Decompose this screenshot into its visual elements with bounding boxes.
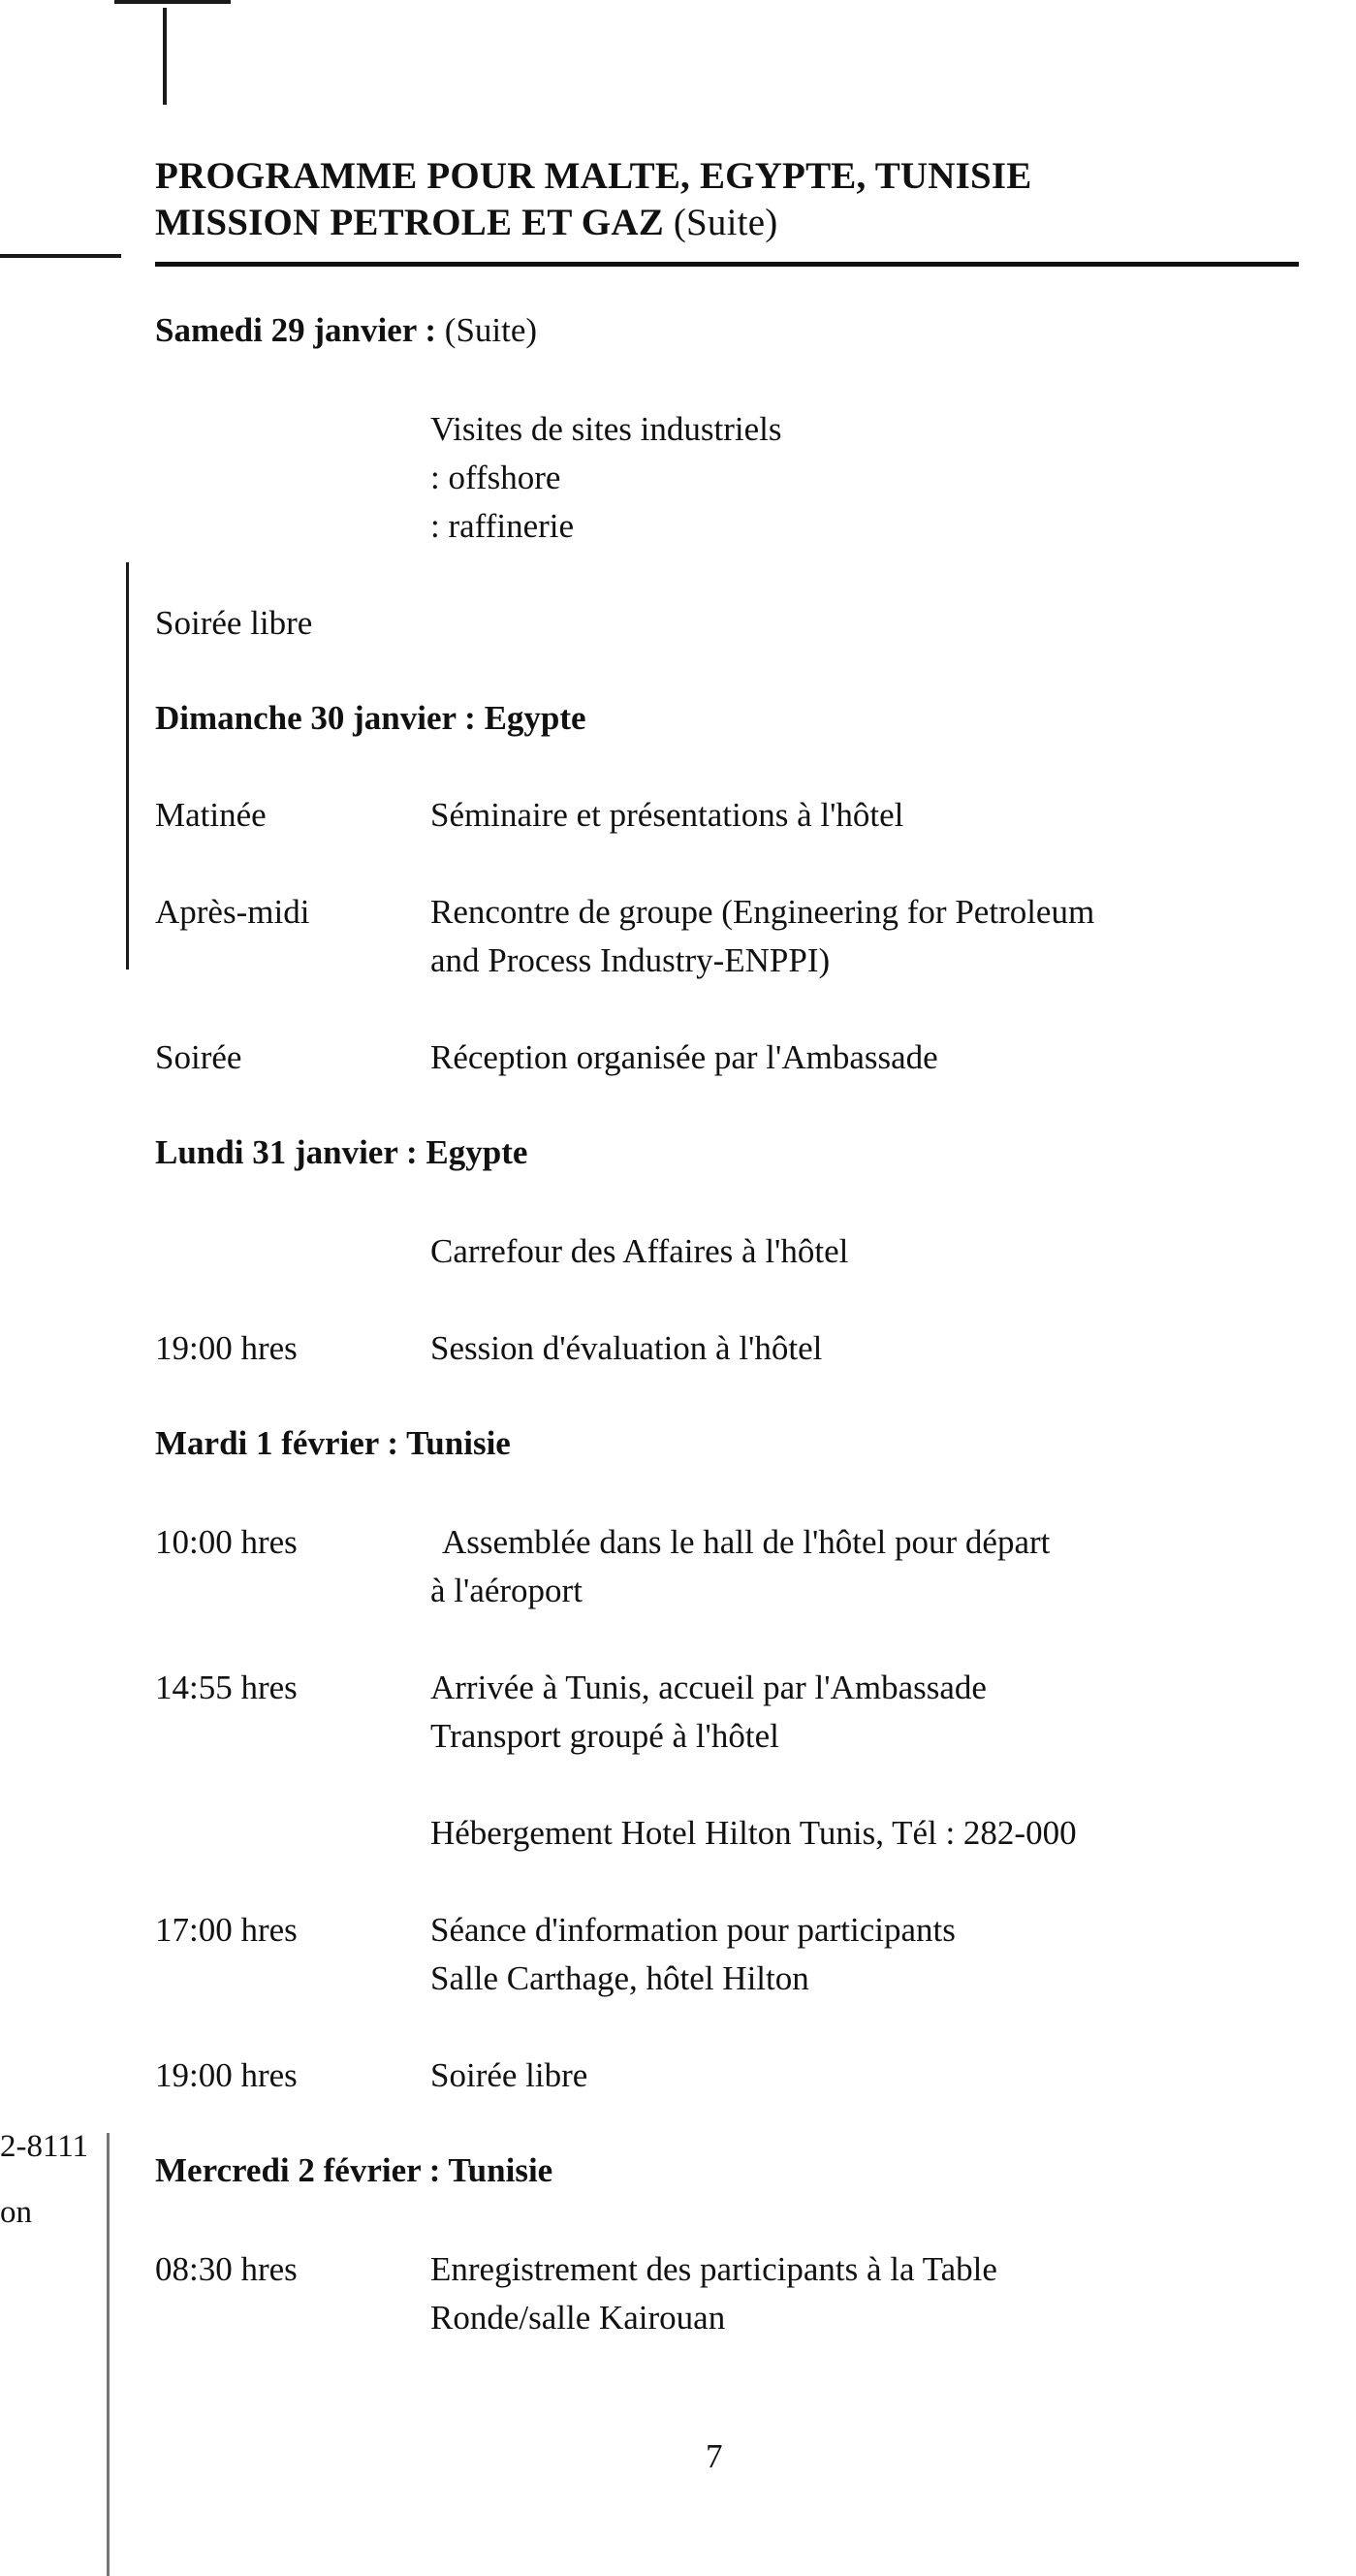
row-time: 08:30 hres: [155, 2250, 298, 2288]
row-description: Assemblée dans le hall de l'hôtel pour départ à l'aéroport: [430, 1523, 1051, 1609]
row-description: Enregistrement des participants à la Table Ronde/salle Kairouan: [430, 2250, 997, 2337]
margin-fragment: 2-8111: [0, 2129, 89, 2164]
scan-artifact-left-rule: [0, 254, 121, 258]
header-title-main: MISSION PETROLE ET GAZ: [155, 202, 664, 243]
row-time: 19:00 hres: [155, 2056, 298, 2094]
header-title-line1: PROGRAMME POUR MALTE, EGYPTE, TUNISIE: [155, 155, 1032, 197]
header-rule: [155, 262, 1299, 267]
day-heading-lundi: Lundi 31 janvier : Egypte: [155, 1133, 528, 1171]
row-description: Hébergement Hotel Hilton Tunis, Tél : 282-000: [430, 1814, 1077, 1852]
scan-artifact-top-rule: [114, 0, 231, 4]
row-time: 10:00 hres: [155, 1523, 298, 1561]
scan-artifact-vertical-mark: [163, 8, 167, 105]
row-description: Visites de sites industriels : offshore : raffinerie: [430, 410, 782, 545]
row-description: Soirée libre: [430, 2056, 588, 2094]
row-description: Séance d'information pour participants Salle Carthage, hôtel Hilton: [430, 1911, 956, 1997]
day-heading-samedi: Samedi 29 janvier : (Suite): [155, 311, 538, 349]
row-time: 14:55 hres: [155, 1669, 298, 1706]
row-description: Séminaire et présentations à l'hôtel: [430, 796, 904, 834]
day-heading-dimanche: Dimanche 30 janvier : Egypte: [155, 699, 586, 737]
page-number: 7: [706, 2437, 723, 2475]
row-description: Carrefour des Affaires à l'hôtel: [430, 1232, 849, 1270]
scan-artifact-margin-line: [126, 562, 129, 970]
row-time: Soirée libre: [155, 604, 313, 642]
row-time: 19:00 hres: [155, 1329, 298, 1367]
row-time: Après-midi: [155, 893, 310, 931]
document-header: [155, 153, 1299, 246]
row-description: Session d'évaluation à l'hôtel: [430, 1329, 823, 1367]
row-description: Rencontre de groupe (Engineering for Petroleum and Process Industry-ENPPI): [430, 893, 1095, 979]
header-title-suffix: (Suite): [673, 202, 778, 243]
scan-artifact-margin-line-lower: [107, 2133, 110, 2576]
margin-fragment: on: [0, 2195, 32, 2230]
row-time: Soirée: [155, 1038, 242, 1076]
row-time: Matinée: [155, 796, 267, 834]
header-title-line2: [155, 200, 1299, 246]
row-description: Réception organisée par l'Ambassade: [430, 1038, 938, 1076]
day-heading-mercredi: Mercredi 2 février : Tunisie: [155, 2151, 553, 2189]
row-time: 17:00 hres: [155, 1911, 298, 1949]
row-description: Arrivée à Tunis, accueil par l'Ambassade Transport groupé à l'hôtel: [430, 1669, 987, 1755]
day-heading-mardi: Mardi 1 février : Tunisie: [155, 1424, 511, 1462]
